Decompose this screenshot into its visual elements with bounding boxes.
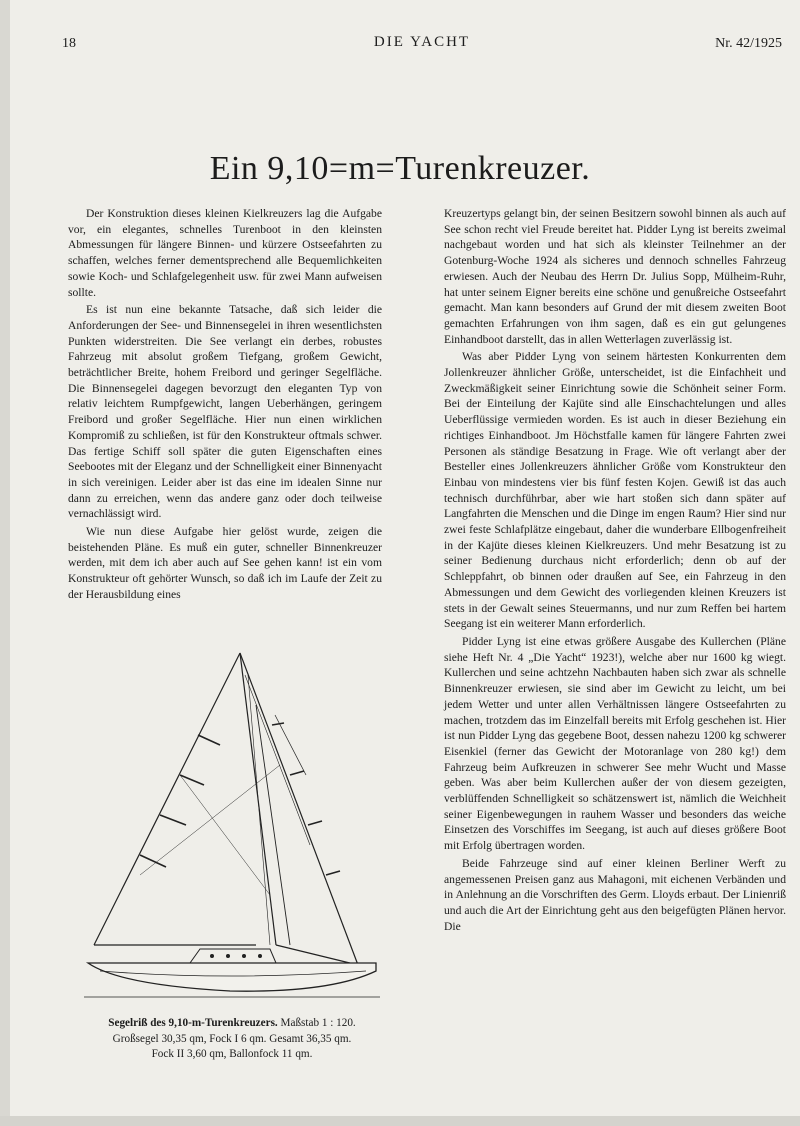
paragraph: Kreuzertyps gelangt bin, der seinen Besitzern sowohl binnen als auch auf See schon recht viel Freude bereitet hat. Pidder Lyng ist bereits zweimal nachgebaut worden und hat sich als kleinster Teilnehmer an der Gotenburg-Woche 1924 als sicheres und dennoch schnelles Fahrzeug erwiesen. Auch der Neubau des Herrn Dr. Julius Sopp, Mülheim-Ruhr, hat unter seinem Eigner bereits eine schöne und genußreiche Ostseefahrt gemacht. Man kann besonders auf Grund der mit diesem zweiten Boot gemachten Erfahrungen von ihm sagen, daß es ein gut gelungenes Einhandboot darstellt, das in allen Wetterlagen zuverlässig ist.	[444, 207, 786, 346]
paragraph: Es ist nun eine bekannte Tatsache, daß sich leider die Anforderungen der See- und Binnensegelei in ihren wesentlichsten Punkten widerstreiten. Die See verlangt ein derbes, robustes Fahrzeug mit absolut großem Tiefgang, großem Gewicht, beträchtlicher Breite, hohem Freibord und geringer Segelfläche. Die Binnensegelei dagegen bevorzugt den eleganten Typ von relativ leichtem Rumpfgewicht, langen Ueberhängen, geringem Freibord und großer Segelfläche. Hier nun einen wirklichen Kompromiß zu schließen, ist für den Konstrukteur oftmals schwer. Das fertige Schiff soll später die guten Eigenschaften eines Seebootes mit der Eleganz und der Schnelligkeit einer Binnenyacht in sich vereinigen. Leider aber ist das eine im idealen Sinne nur dann zu erreichen, wenn das andere ganz oder doch teilweise vernachlässigt wird.	[68, 303, 382, 521]
right-column	[444, 206, 786, 934]
caption-line-2: Großsegel 30,35 qm, Fock I 6 qm. Gesamt 36,35 qm.	[112, 1032, 352, 1045]
batten-mark	[140, 855, 166, 867]
rigging-line	[248, 675, 270, 945]
page-bottom-edge	[0, 1116, 800, 1126]
figure-caption	[62, 1016, 402, 1063]
porthole	[210, 954, 214, 958]
batten-mark	[290, 771, 304, 775]
batten-mark	[160, 815, 186, 825]
running-head: DIE YACHT	[373, 34, 471, 50]
page-header	[62, 34, 782, 54]
porthole	[226, 954, 230, 958]
jib-seam-line	[180, 775, 270, 895]
deckhouse-shape	[190, 949, 276, 963]
jib-seam-line	[140, 765, 280, 875]
batten-mark	[308, 821, 322, 825]
leech-line	[240, 653, 358, 965]
paragraph: Der Konstruktion dieses kleinen Kielkreuzers lag die Aufgabe vor, ein elegantes, schnelles Turenboot in den kleinsten Abmessungen für längere Binnen- und kürzere Ostseefahrten zu schaffen, welches ferner dementsprechend alle Bequemlichkeiten sowie Koch- und Schlafgelegenheit usw. für zwei Mann aufweisen sollte.	[68, 207, 382, 299]
forestay-line	[94, 653, 240, 945]
caption-line-3: Fock II 3,60 qm, Ballonfock 11 qm.	[151, 1048, 313, 1060]
paragraph: Pidder Lyng ist eine etwas größere Ausgabe des Kullerchen (Pläne siehe Heft Nr. 4 „Die Yacht“ 1923!), welche aber nur 1600 kg wiegt. Kullerchen und seine achtzehn Nachbauten haben sich zwar als schnelle Binnenkreuzer erwiesen, sie sind aber im Gewicht zu leicht, um bei jedem Wetter und unter allen Verhältnissen längere Ostseefahrten zu machen, trotzdem das im Einzelfall bereits mit Erfolg geschehen ist. Hier ist nun Pidder Lyng das gegebene Boot, dessen nahezu 1200 kg schwerer Eisenkiel (ferner das Gewicht der Motoranlage von 280 kg!) dem Fahrzeug beim Aufkreuzen in schwerer See mehr Wucht und Masse geben. Was aber beim Kullerchen außer der von diesem gezeigten, verblüffenden Schnelligkeit so schätzenswert ist, nämlich die Weichheit seiner Eigenbewegungen in rauhem Wasser und besonders das weiche Einsetzen des Vorschiffes im Seegang, ist auch auf dieses größere Boot mit Erfolg übertragen worden.	[444, 634, 786, 853]
left-column	[68, 206, 382, 603]
paragraph: Beide Fahrzeuge sind auf einer kleinen Berliner Werft zu angemessenen Preisen ganz aus Mahagoni, mit eichenen Verbänden und in Anlehnung an die Vorschriften des Germ. Lloyds erbaut. Der Linienriß und auch die Art der Einrichtung geht aus den beigefügten Plänen hervor. Die	[444, 856, 786, 933]
paragraph: Wie nun diese Aufgabe hier gelöst wurde, zeigen die beistehenden Pläne. Es muß ein guter, schneller Binnenkreuzer werden, mit dem ich aber auch auf See gehen kann! ist ein vom Konstrukteur oft gehörter Wunsch, so daß ich im Laufe der Zeit zu der Herausbildung eines	[68, 525, 382, 601]
caption-line-1	[62, 1016, 402, 1032]
paragraph: Was aber Pidder Lyng von seinem härtesten Konkurrenten dem Jollenkreuzer ähnlicher Größe, unterscheidet, ist die Einfachheit und Zweckmäßigkeit seiner Einrichtung sowie die Schönheit seiner Form. Bei der Einteilung der Kajüte sind alle Einschachtelungen und alles Ueberflüssige vermieden worden. Es ist auch in dieser Beziehung ein richtiges Einhandboot. Jm Höchstfalle kamen für längere Fahrten zwei Personen als ständige Besatzung in Frage. Wie oft verlangt aber der Besteller eines Jollenkreuzers ähnlicher Größe vom Konstrukteur den Einbau von mindestens vier bis fünf festen Kojen. Gewiß ist das auch technisch durchführbar, aber wie hart stoßen sich dann später auf Langfahrten die Menschen und die Dinge im engen Raum? Hier sind nur zwei feste Schlafplätze eingebaut, daher die wunderbare Ellbogenfreiheit in der Kajüte dieses kleinen Kielkreuzers. Und mehr Besatzung ist zu seiner Bedienung durchaus nicht erforderlich; denn ob auf der Schleppfahrt, ob binnen oder draußen auf See, ein Fahrzeug in den Abmessungen und dem Gewicht des vorliegenden kleinen Kreuzers ist stets in der Gewalt seines Steuermanns, und nur zum Reffen bei hartem Seegang ist ein weiterer Mann erforderlich.	[444, 350, 786, 631]
issue-number: Nr. 42/1925	[715, 36, 782, 51]
boom-line	[276, 945, 358, 965]
page-number: 18	[62, 36, 76, 51]
hull-shape	[88, 963, 376, 991]
porthole	[242, 954, 246, 958]
sail-plan-drawing	[80, 645, 390, 1005]
batten-mark	[198, 735, 220, 745]
article-title: Ein 9,10=m=Turenkreuzer.	[209, 150, 591, 187]
batten-mark	[272, 723, 284, 725]
caption-scale: Maßstab 1 : 120.	[280, 1017, 356, 1029]
batten-mark	[326, 871, 340, 875]
porthole	[258, 954, 262, 958]
caption-title: Segelriß des 9,10-m-Turenkreuzers.	[108, 1017, 278, 1029]
